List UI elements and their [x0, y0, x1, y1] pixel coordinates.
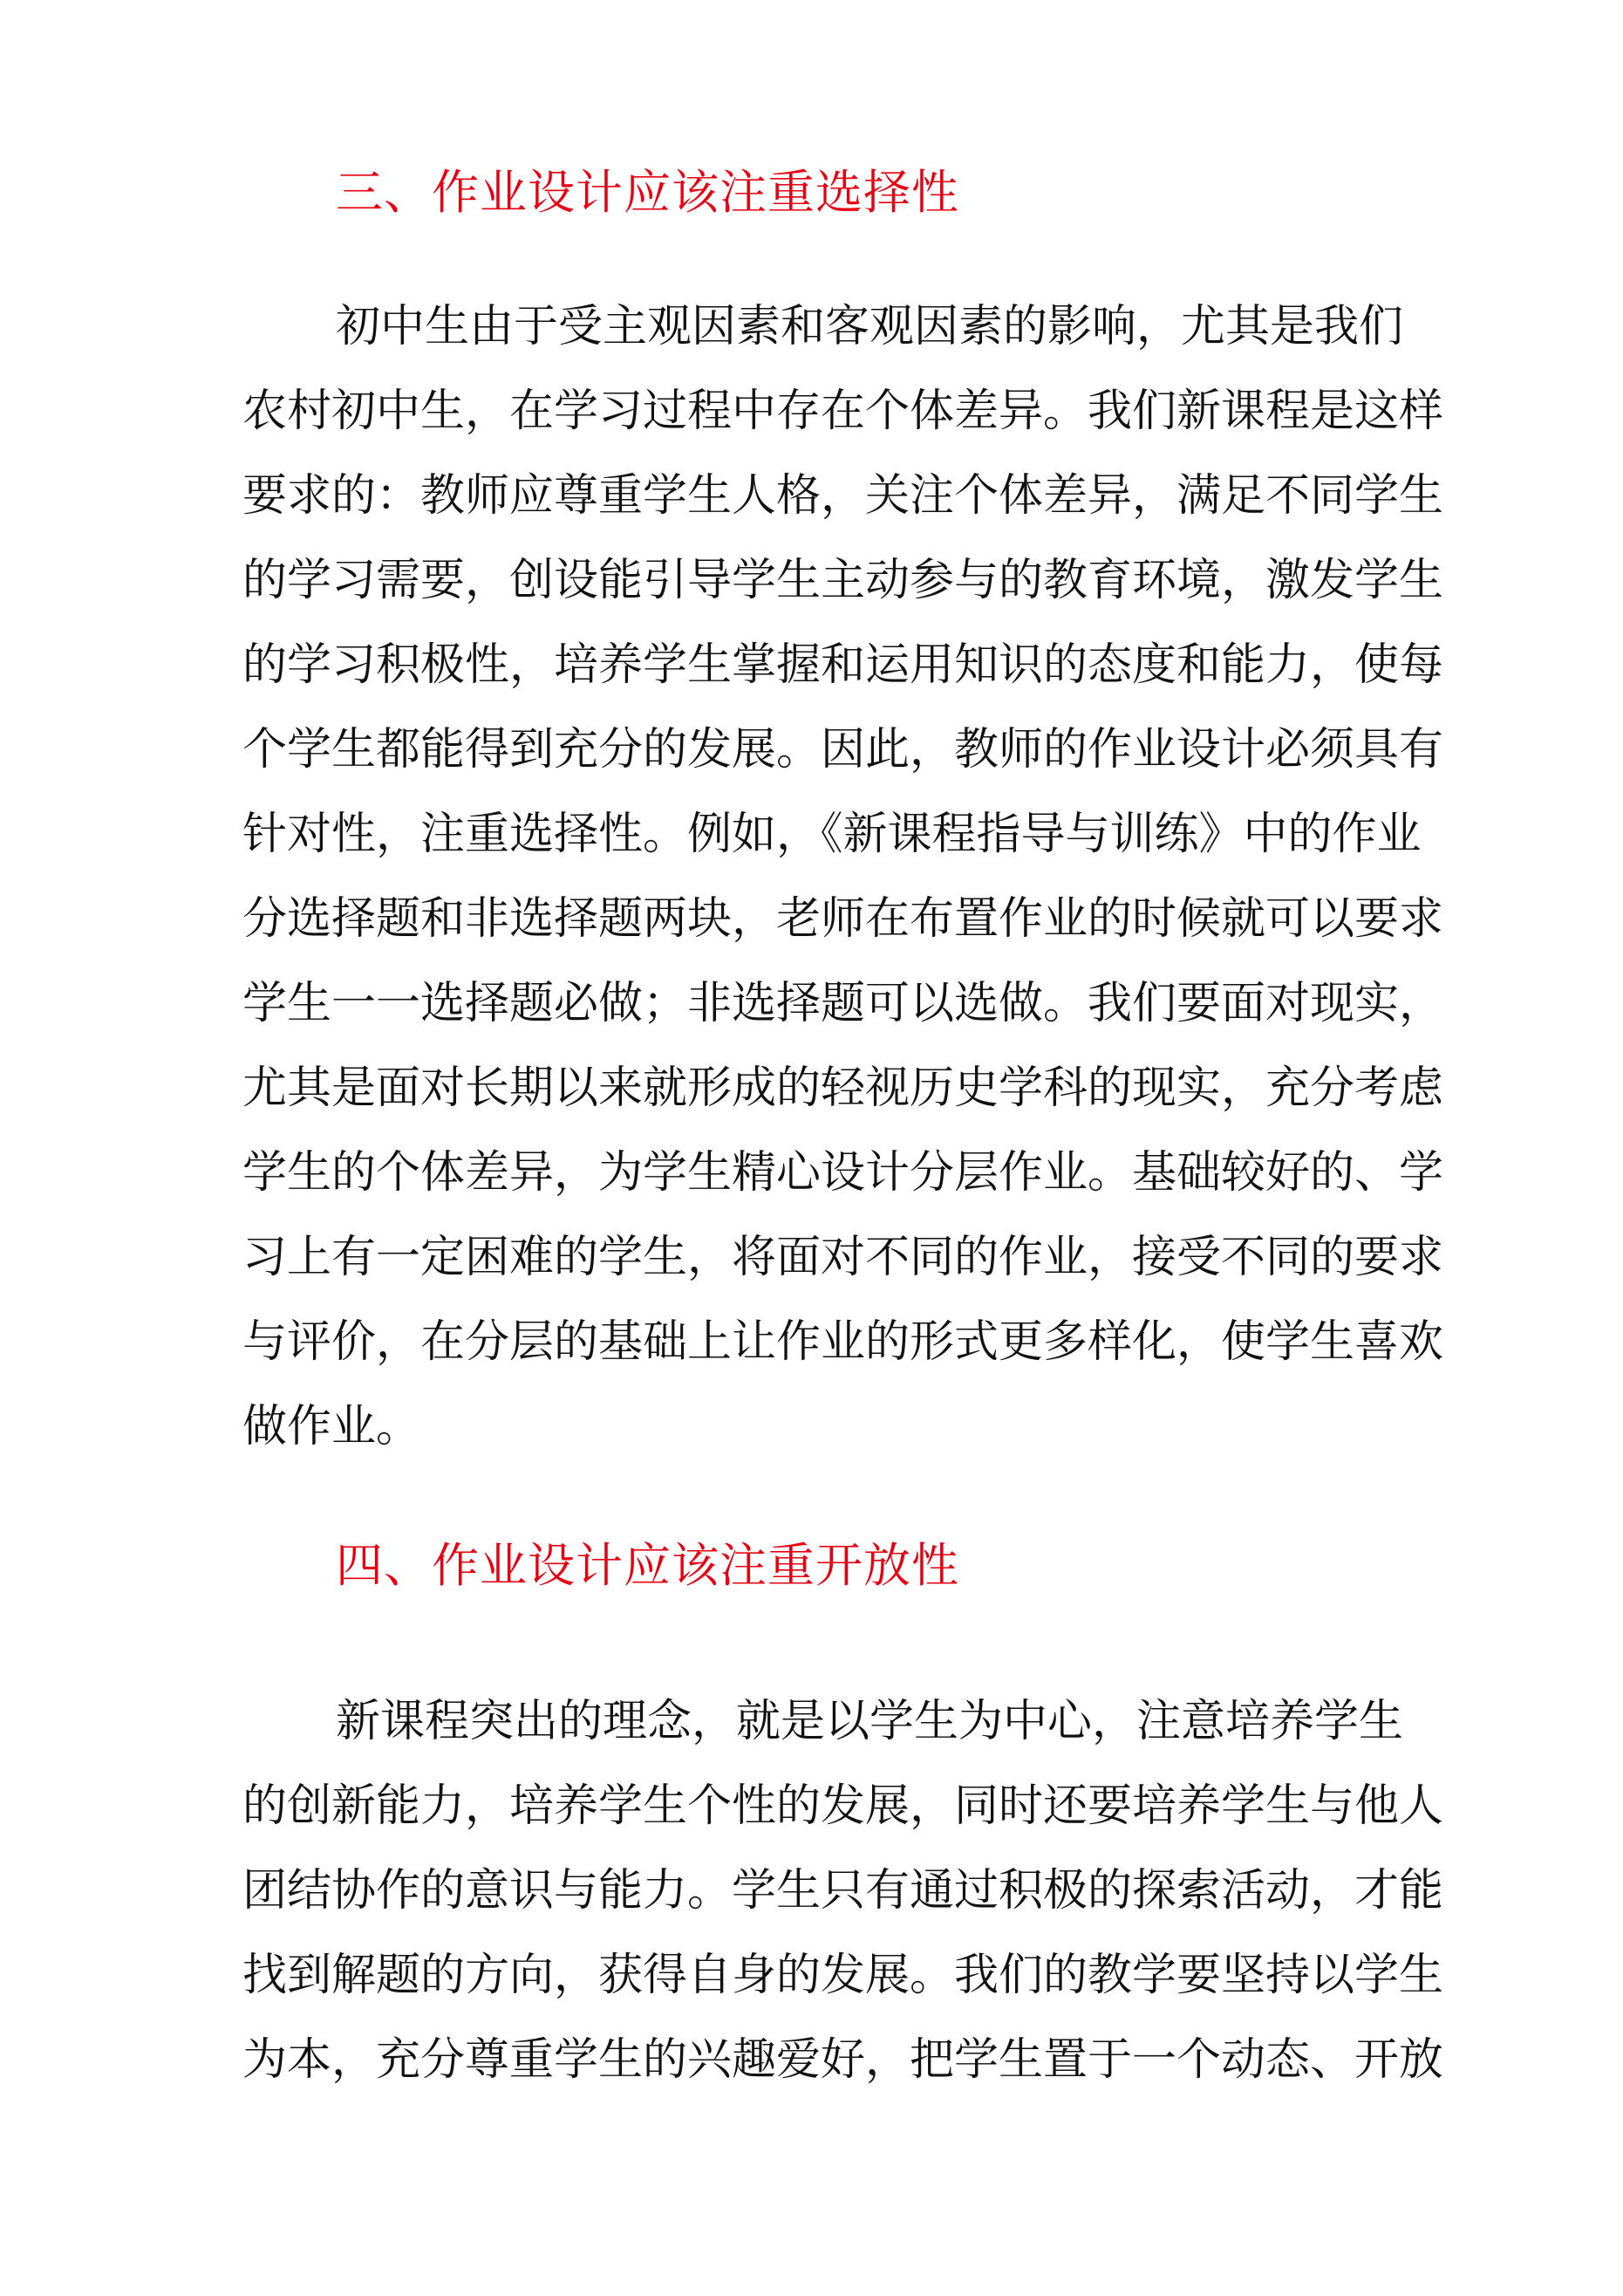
- paragraph-line: 新课程突出的理念，就是以学生为中心，注意培养学生: [336, 1696, 1404, 1747]
- paragraph-line: 与评价，在分层的基础上让作业的形式更多样化，使学生喜欢: [242, 1316, 1444, 1368]
- paragraph-line: 的学习积极性，培养学生掌握和运用知识的态度和能力，使每: [242, 639, 1444, 691]
- paragraph-line: 农村初中生，在学习过程中存在个体差异。我们新课程是这样: [242, 386, 1444, 437]
- section-heading-4: 四、作业设计应该注重开放性: [336, 1538, 959, 1593]
- paragraph-line: 分选择题和非选择题两块，老师在布置作业的时候就可以要求: [242, 893, 1444, 945]
- paragraph-line: 为本，充分尊重学生的兴趣爱好，把学生置于一个动态、开放: [242, 2034, 1444, 2086]
- paragraph-line: 尤其是面对长期以来就形成的轻视历史学科的现实，充分考虑: [242, 1063, 1444, 1114]
- section-heading-3: 三、作业设计应该注重选择性: [336, 165, 959, 220]
- section-3-paragraph: [242, 284, 1444, 1469]
- paragraph-line: 找到解题的方向，获得自身的发展。我们的教学要坚持以学生: [242, 1950, 1444, 2001]
- paragraph-line: 学生一一选择题必做；非选择题可以选做。我们要面对现实，: [242, 978, 1444, 1029]
- paragraph-line: 初中生由于受主观因素和客观因素的影响，尤其是我们: [336, 301, 1404, 352]
- paragraph-line: 的学习需要，创设能引导学生主动参与的教育环境，激发学生: [242, 555, 1444, 606]
- section-4-paragraph: [242, 1679, 1444, 2102]
- paragraph-line: 的创新能力，培养学生个性的发展，同时还要培养学生与他人: [242, 1780, 1444, 1832]
- paragraph-line: 习上有一定困难的学生，将面对不同的作业，接受不同的要求: [242, 1232, 1444, 1283]
- paragraph-line: 针对性，注重选择性。例如，《新课程指导与训练》中的作业: [242, 809, 1422, 860]
- paragraph-line: 团结协作的意识与能力。学生只有通过积极的探索活动，才能: [242, 1865, 1444, 1917]
- paragraph-line: 学生的个体差异，为学生精心设计分层作业。基础较好的、学: [242, 1147, 1444, 1199]
- paragraph-line: 做作业。: [242, 1401, 421, 1452]
- paragraph-line: 个学生都能得到充分的发展。因此，教师的作业设计必须具有: [242, 724, 1444, 776]
- paragraph-line: 要求的：教师应尊重学生人格，关注个体差异，满足不同学生: [242, 470, 1444, 522]
